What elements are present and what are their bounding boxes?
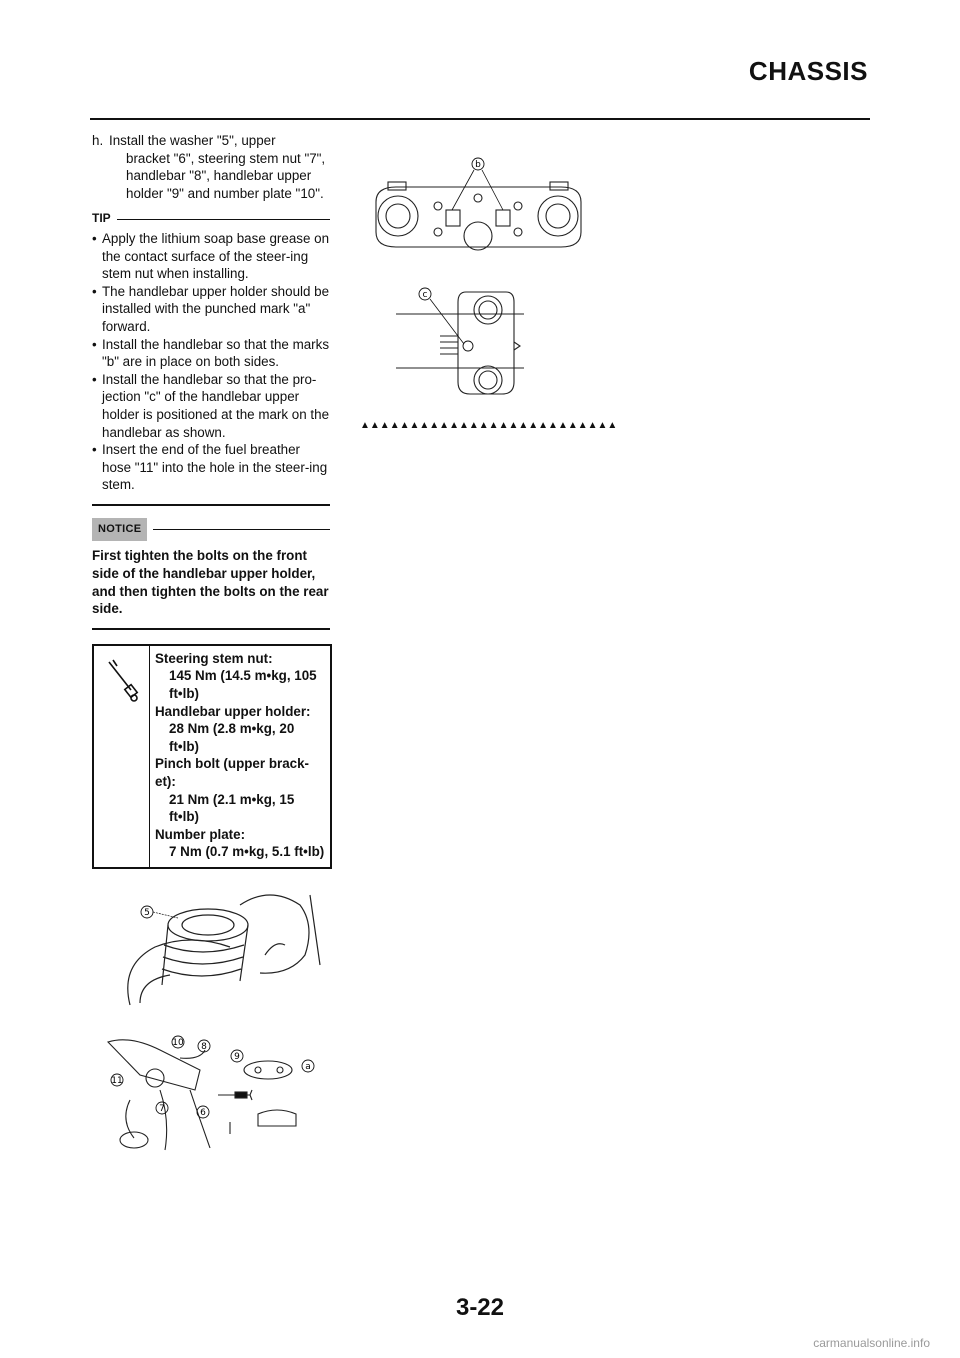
tip-end-rule bbox=[92, 504, 330, 506]
callout-b: b bbox=[475, 160, 481, 170]
tip-item: • Insert the end of the fuel breather hose "11" into the hole in the steer-ing stem. bbox=[92, 441, 330, 494]
figure-washer-install bbox=[100, 885, 325, 1010]
callout-6: 6 bbox=[200, 1108, 206, 1118]
step-line: holder "9" and number plate "10". bbox=[126, 185, 324, 201]
callout-11: 11 bbox=[111, 1076, 123, 1086]
torque-spec-box bbox=[92, 644, 332, 869]
handlebar-marks-illustration bbox=[366, 152, 591, 267]
watermark: carmanualsonline.info bbox=[813, 1336, 930, 1350]
left-column bbox=[92, 132, 330, 869]
callout-a: a bbox=[305, 1062, 311, 1072]
callout-8: 8 bbox=[201, 1042, 207, 1052]
torque-name: Pinch bolt (upper brack-et): bbox=[155, 756, 310, 789]
callout-c: c bbox=[422, 290, 428, 300]
tip-item: • Install the handlebar so that the pro-jection "c" of the handlebar upper holder is positioned at the mark on the handlebar as shown. bbox=[92, 371, 330, 441]
notice-label: NOTICE bbox=[92, 518, 147, 542]
torque-value: 21 Nm (2.1 m•kg, 15 ft•lb) bbox=[169, 791, 295, 825]
step-letter: h. bbox=[92, 133, 104, 148]
step-h bbox=[92, 132, 330, 202]
notice-end-rule bbox=[92, 628, 330, 630]
tip-label: TIP bbox=[92, 211, 111, 226]
torque-list bbox=[150, 646, 330, 867]
header-rule bbox=[90, 118, 870, 120]
tip-item: • The handlebar upper holder should be installed with the punched mark "a" forward. bbox=[92, 283, 330, 336]
notice-text: First tighten the bolts on the front side of the handlebar upper holder, and then tighten the bolts on the rear side. bbox=[92, 548, 329, 617]
step-line: handlebar "8", handlebar upper bbox=[126, 168, 312, 184]
tip-header bbox=[92, 210, 330, 228]
figure-holder-projection bbox=[396, 282, 526, 402]
torque-name: Steering stem nut: bbox=[155, 650, 273, 666]
torque-value: 145 Nm (14.5 m•kg, 105 ft•lb) bbox=[169, 668, 317, 702]
tip-item: • Apply the lithium soap base grease on the contact surface of the steer-ing stem nut when installing. bbox=[92, 230, 330, 283]
notice-rule bbox=[153, 529, 330, 530]
upper-bracket-illustration bbox=[100, 1030, 325, 1155]
callout-9: 9 bbox=[234, 1052, 240, 1062]
callout-5: 5 bbox=[144, 908, 150, 918]
section-end-marker: ▲▲▲▲▲▲▲▲▲▲▲▲▲▲▲▲▲▲▲▲▲▲▲▲▲▲ bbox=[360, 420, 618, 431]
page-section-title: CHASSIS bbox=[748, 56, 868, 86]
torque-name: Handlebar upper holder: bbox=[155, 703, 311, 719]
notice-header bbox=[92, 518, 330, 542]
torque-value: 28 Nm (2.8 m•kg, 20 ft•lb) bbox=[169, 721, 295, 754]
callout-10: 10 bbox=[172, 1038, 184, 1048]
tip-item: • Install the handlebar so that the marks "b" are in place on both sides. bbox=[92, 336, 330, 371]
torque-wrench-icon bbox=[105, 656, 139, 704]
torque-name: Number plate: bbox=[155, 826, 246, 842]
washer-illustration bbox=[100, 885, 325, 1010]
tip-list bbox=[92, 230, 330, 494]
figure-handlebar-marks bbox=[366, 152, 591, 267]
tip-rule bbox=[117, 219, 330, 220]
figure-upper-bracket bbox=[100, 1030, 325, 1155]
step-line: bracket "6", steering stem nut "7", bbox=[126, 150, 326, 166]
torque-icon-cell bbox=[94, 646, 150, 867]
callout-7: 7 bbox=[159, 1104, 165, 1114]
step-line: Install the washer "5", upper bbox=[109, 133, 276, 148]
page-number: 3-22 bbox=[455, 1294, 505, 1321]
torque-value: 7 Nm (0.7 m•kg, 5.1 ft•lb) bbox=[169, 844, 325, 860]
holder-projection-illustration bbox=[396, 282, 526, 402]
